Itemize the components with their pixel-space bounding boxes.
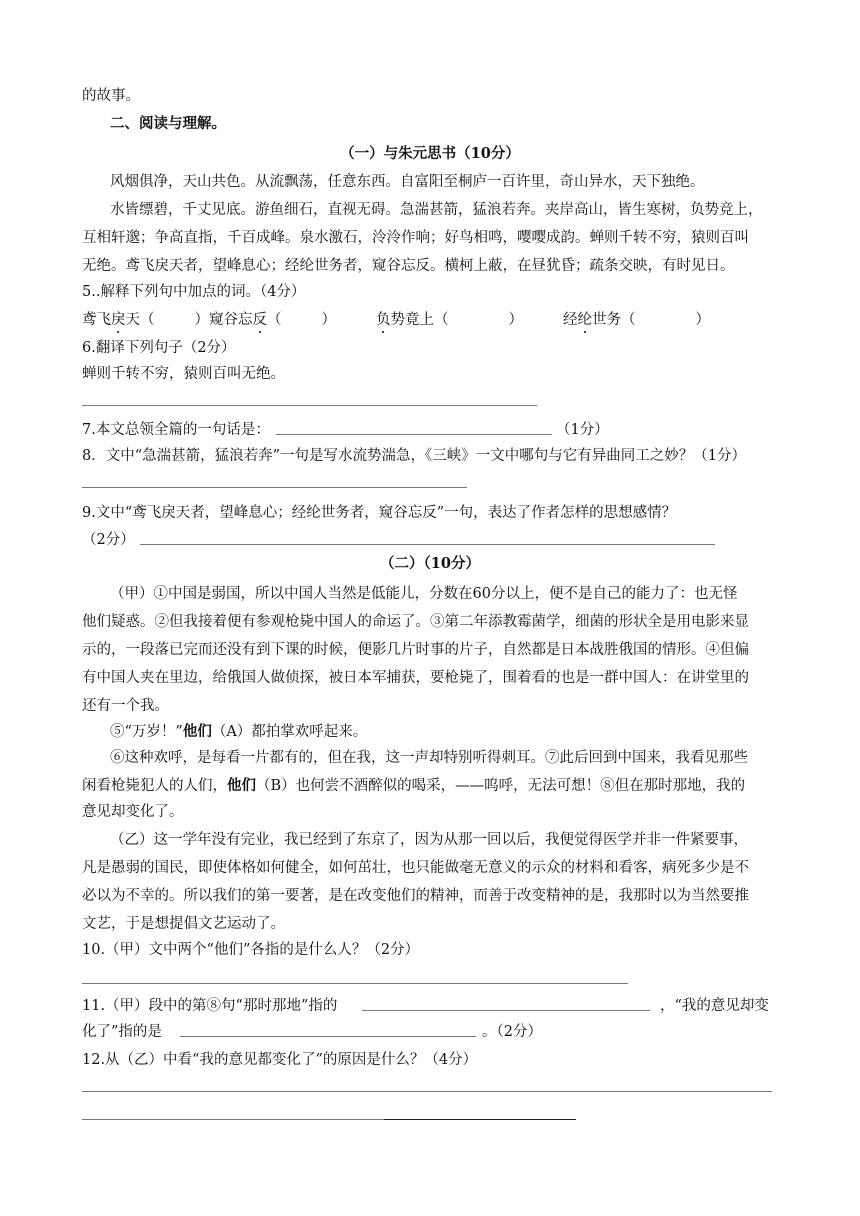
question-7-score: （1分） bbox=[556, 422, 609, 438]
q5-dotted-word-3: 负 bbox=[376, 312, 391, 328]
question-11-part-a: 11.（甲）段中的第⑧句“那时那地”指的 bbox=[82, 998, 338, 1014]
q5-item-3-pre: 势竟上（ bbox=[390, 312, 449, 328]
jia-l6-pre: ⑤“万岁！” bbox=[110, 724, 183, 740]
q5-item-4-pre: 经 bbox=[563, 312, 578, 328]
q12-answer-line-2[interactable] bbox=[82, 1119, 384, 1120]
passage-2-jia-line-1: （甲）①中国是弱国，所以中国人当然是低能儿，分数在60分以上，便不是自己的能力了：也无怪 bbox=[110, 586, 738, 602]
question-6-sentence: 蝉则千转不穷，猿则百叫无绝。 bbox=[82, 366, 285, 382]
passage-1-para-1: 风烟俱净，天山共色。从流飘荡，任意东西。自富阳至桐庐一百许里，奇山异水，天下独绝。 bbox=[110, 174, 705, 190]
passage-2-yi-line-1: （乙）这一学年没有完业，我已经到了东京了，因为从那一回以后，我便觉得医学并非一件紧要事， bbox=[110, 832, 748, 848]
q9-answer-line[interactable] bbox=[140, 544, 715, 545]
q8-answer-line[interactable] bbox=[82, 487, 467, 488]
intro-tail-text: 的故事。 bbox=[82, 88, 140, 104]
passage-2-jia-line-8 bbox=[82, 776, 745, 796]
passage-1-title: （一）与朱元思书（10分） bbox=[340, 145, 520, 162]
q11-answer-line-2[interactable] bbox=[180, 1036, 476, 1037]
q5-item-1-pre: 鸢飞 bbox=[82, 312, 111, 328]
q5-item-1-post: 天（ bbox=[125, 312, 155, 328]
question-5: 5..解释下列句中加点的词。（4分） bbox=[82, 284, 306, 300]
question-5-items bbox=[82, 310, 710, 330]
question-11-part-c: 化了”指的是 bbox=[82, 1024, 162, 1040]
q5-item-2-open: （ bbox=[267, 312, 282, 328]
q5-dotted-word-1: 戾 bbox=[111, 312, 126, 328]
passage-2-jia-line-3: 示的，一段落已完而还没有到下课的时候，便影几片时事的片子，自然都是日本战胜俄国的情形。④但偏 bbox=[82, 642, 749, 658]
jia-l6-bold-them: 他们 bbox=[182, 723, 212, 740]
question-9: 9.文中“鸢飞戾天者，望峰息心；经纶世务者，窥谷忘反”一句，表达了作者怎样的思想感情？ bbox=[82, 505, 677, 521]
passage-2-title: （二）（10分） bbox=[380, 555, 480, 572]
passage-2-jia-line-6 bbox=[110, 722, 367, 742]
jia-l8-pre: 闲看枪毙犯人的人们， bbox=[82, 778, 227, 794]
passage-2-yi-line-4: 文艺，于是想提倡文艺运动了。 bbox=[82, 916, 285, 932]
q5-item-3-close: ） bbox=[508, 312, 523, 328]
passage-2-yi-line-2: 凡是愚弱的国民，即使体格如何健全，如何茁壮，也只能做毫无意义的示众的材料和看客，病死多少是不 bbox=[82, 860, 749, 876]
passage-2-jia-line-7: ⑥这种欢呼，是每看一片都有的，但在我，这一声却特别听得刺耳。⑦此后回到中国来，我看见那些 bbox=[110, 750, 748, 766]
section-2-heading: 二、阅读与理解。 bbox=[110, 115, 226, 132]
q5-dotted-word-2: 反 bbox=[252, 312, 267, 328]
passage-1-para-2-line-2: 互相轩邈；争高直指，千百成峰。泉水激石，泠泠作响；好鸟相鸣，嘤嘤成韵。蝉则千转不穷，猿则百叫 bbox=[82, 230, 749, 246]
question-12: 12.从（乙）中看“我的意见都变化了”的原因是什么？（4分） bbox=[82, 1052, 478, 1068]
q5-item-4-close: ） bbox=[695, 312, 710, 328]
q11-answer-line-1[interactable] bbox=[362, 1010, 650, 1011]
passage-1-para-2-line-3: 无绝。鸢飞戾天者，望峰息心；经纶世务者，窥谷忘反。横柯上蔽，在昼犹昏；疏条交映，有时见日。 bbox=[82, 258, 735, 274]
question-11-part-d: 。（2分） bbox=[482, 1024, 542, 1040]
passage-2-jia-line-4: 有中国人夹在里边，给俄国人做侦探，被日本军捕获，要枪毙了，围着看的也是一群中国人：在讲堂里的 bbox=[82, 670, 749, 686]
q10-answer-line[interactable] bbox=[82, 983, 628, 984]
question-6: 6.翻译下列句子（2分） bbox=[82, 340, 236, 356]
jia-l6-post: （A）都拍掌欢呼起来。 bbox=[211, 724, 368, 740]
jia-l8-post: （B）也何尝不酒醉似的喝采，——呜呼，无法可想！⑧但在那时那地，我的 bbox=[256, 778, 746, 794]
question-7-prompt: 7.本文总领全篇的一句话是： bbox=[82, 422, 270, 438]
passage-2-yi-line-3: 必以为不幸的。所以我们的第一要著，是在改变他们的精神，而善于改变精神的是，我那时以为当然要推 bbox=[82, 888, 749, 904]
q12-answer-line-2-dark[interactable] bbox=[384, 1119, 576, 1120]
q6-answer-line[interactable] bbox=[82, 405, 537, 406]
jia-l8-bold-them: 他们 bbox=[227, 777, 256, 794]
q12-answer-line-1[interactable] bbox=[82, 1091, 772, 1092]
q7-answer-line[interactable] bbox=[276, 434, 552, 435]
question-11-part-b: ，“我的意见却变 bbox=[660, 998, 769, 1014]
passage-2-jia-line-5: 还有一个我。 bbox=[82, 698, 169, 714]
question-8: 8．文中“急湍甚箭，猛浪若奔”一句是写水流势湍急，《三峡》一文中哪句与它有异曲同工之妙？（1分） bbox=[82, 448, 747, 464]
q5-item-4-mid: 世务（ bbox=[592, 312, 636, 328]
question-9-score: （2分） bbox=[82, 532, 135, 548]
passage-2-jia-line-2: 他们疑惑。②但我接着便有参观枪毙中国人的命运了。③第二年添教霉菌学，细菌的形状全是用电影来显 bbox=[82, 614, 749, 630]
q5-dotted-word-4: 纶 bbox=[577, 312, 592, 328]
q5-item-2-close: ） bbox=[321, 312, 336, 328]
passage-1-para-2-line-1: 水皆缥碧，千丈见底。游鱼细石，直视无碍。急湍甚箭，猛浪若奔。夹岸高山，皆生寒树，负势竞上， bbox=[110, 202, 763, 218]
question-10: 10.（甲）文中两个“他们”各指的是什么人？（2分） bbox=[82, 942, 420, 958]
passage-2-jia-line-9: 意见却变化了。 bbox=[82, 804, 184, 820]
q5-item-2-pre: ）窥谷忘 bbox=[194, 312, 253, 328]
